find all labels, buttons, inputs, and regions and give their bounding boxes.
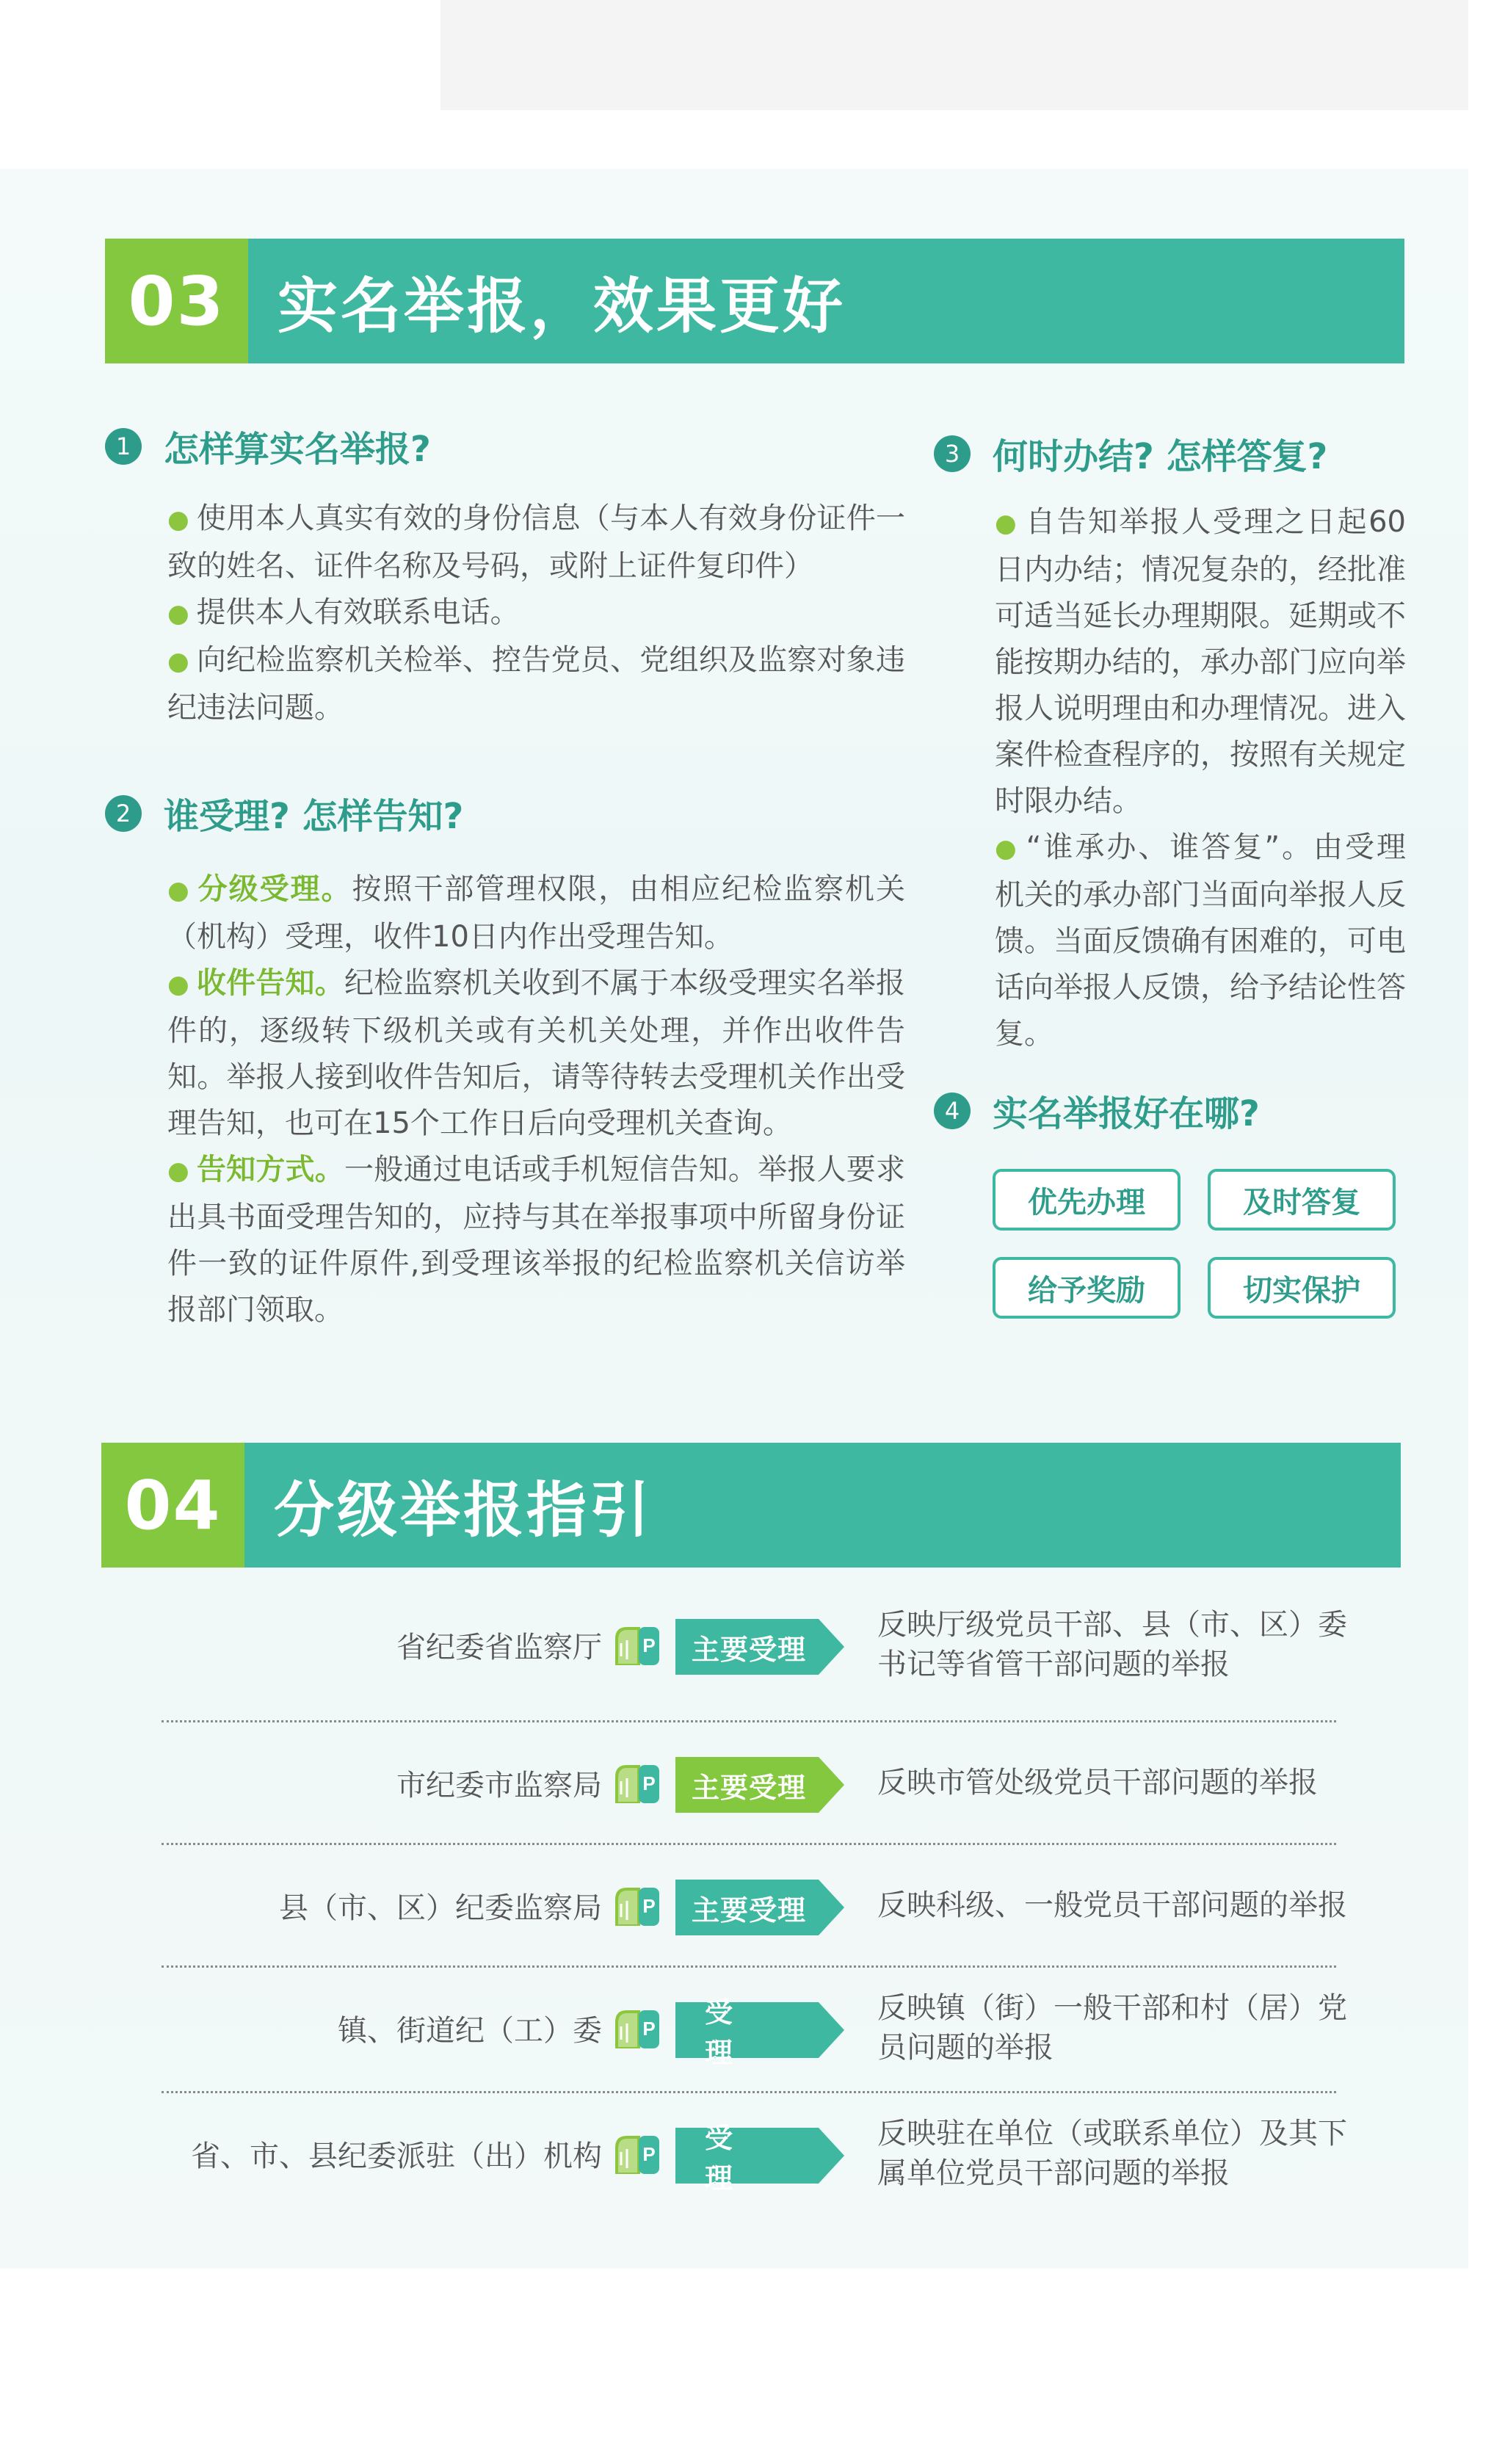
- row-divider: [162, 2091, 1336, 2093]
- arrow-label-wrap: [675, 1757, 844, 1813]
- section-03-title: 实名举报，效果更好: [278, 271, 846, 341]
- arrow-label-wrap: [675, 1880, 844, 1935]
- action-label: 受 理: [705, 1996, 763, 2069]
- row-org: 市纪委市监察局: [396, 1768, 602, 1802]
- row-scope: 反映厅级党员干部、县（市、区）委书记等省管干部问题的举报: [877, 1608, 1347, 1681]
- q2-title: 谁受理? 怎样告知?: [164, 796, 464, 837]
- bullet-icon: ●: [167, 505, 189, 535]
- row-divider: [162, 1965, 1336, 1968]
- q4-number: 4: [934, 1093, 971, 1129]
- section-03-header: [105, 239, 1404, 363]
- row-org: 省、市、县纪委派驻（出）机构: [191, 2139, 602, 2173]
- mailbox-icon: [611, 1623, 662, 1668]
- row-divider: [162, 1720, 1336, 1722]
- q1-number: 1: [105, 428, 142, 465]
- bullet-icon: ●: [167, 970, 189, 999]
- mailbox-icon: [611, 1883, 662, 1929]
- bullet-icon: ●: [995, 509, 1019, 538]
- row-org: 镇、街道纪（工）委: [338, 2013, 602, 2048]
- arrow-label-wrap: [675, 1619, 844, 1675]
- q3-content: [995, 499, 1406, 1057]
- q3-item: ● “谁承办、谁答复”。由受理机关的承办部门当面向举报人反馈。当面反馈确有困难的，可电话向举报人反馈，给予结论性答复。: [995, 830, 1407, 1051]
- action-label: 主要受理: [691, 1771, 806, 1804]
- q1-title: 怎样算实名举报?: [164, 429, 431, 470]
- section-04-number: 04: [101, 1443, 244, 1568]
- action-label: 主要受理: [691, 1894, 806, 1927]
- badge-reward: 给予奖励: [993, 1257, 1181, 1319]
- row-scope: 反映镇（街）一般干部和村（居）党员问题的举报: [877, 1991, 1347, 2065]
- q1-item: ● 向纪检监察机关检举、控告党员、党组织及监察对象违纪违法问题。: [167, 643, 905, 725]
- row-org: 县（市、区）纪委监察局: [279, 1891, 602, 1925]
- badge-timely-reply: 及时答复: [1208, 1169, 1396, 1231]
- row-divider: [162, 1843, 1336, 1845]
- q3-title: 何时办结? 怎样答复?: [993, 436, 1328, 477]
- action-label: 受 理: [705, 2122, 763, 2195]
- bullet-icon: ●: [167, 599, 189, 628]
- q2-item: ● 告知方式。一般通过电话或手机短信告知。举报人要求出具书面受理告知的，应持与其在举报事项中所留身份证件一致的证件原件,到受理该举报的纪检监察机关信访举报部门领取。: [167, 1153, 906, 1327]
- q1-item: ● 使用本人真实有效的身份信息（与本人有效身份证件一致的姓名、证件名称及号码，或附上证件复印件）: [167, 501, 905, 583]
- q2-heading: [105, 788, 463, 838]
- badge-priority: 优先办理: [993, 1169, 1181, 1231]
- bullet-icon: ●: [167, 647, 189, 676]
- row-scope: 反映驻在单位（或联系单位）及其下属单位党员干部问题的举报: [877, 2117, 1347, 2190]
- q2-item: ● 收件告知。纪检监察机关收到不属于本级受理实名举报件的，逐级转下级机关或有关机关处理，并作出收件告知。举报人接到收件告知后，请等待转去受理机关作出受理告知，也可在15个工作日后向受理机关查询。: [167, 966, 906, 1140]
- bullet-icon: ●: [167, 876, 191, 905]
- badge-protection: 切实保护: [1208, 1257, 1396, 1319]
- q3-heading: [934, 428, 1327, 479]
- section-04-title: 分级举报指引: [274, 1475, 653, 1546]
- action-label: 主要受理: [691, 1633, 806, 1666]
- q1-item: ● 提供本人有效联系电话。: [167, 595, 520, 629]
- mailbox-icon: [611, 1761, 662, 1806]
- guide-row: [162, 1586, 1347, 1703]
- mailbox-icon: [611, 2006, 662, 2051]
- section-04-header: [101, 1443, 1401, 1568]
- bullet-icon: ●: [167, 1156, 189, 1186]
- q3-number: 3: [934, 435, 971, 472]
- q1-heading: [105, 421, 431, 471]
- q4-title: 实名举报好在哪?: [993, 1093, 1260, 1134]
- q4-heading: [934, 1085, 1260, 1136]
- arrow-label-wrap: [675, 1996, 844, 2069]
- q3-item: ● 自告知举报人受理之日起60日内办结；情况复杂的，经批准可适当延长办理期限。延期或不能按期办结的，承办部门应向举报人说明理由和办理情况。进入案件检查程序的，按照有关规定时限办结。: [995, 505, 1406, 818]
- guide-row: [162, 1724, 1336, 1841]
- guide-row: [162, 1969, 1347, 2087]
- q1-content: [167, 496, 905, 731]
- q2-item: ● 分级受理。按照干部管理权限，由相应纪检监察机关（机构）受理，收件10日内作出受理告知。: [167, 872, 906, 954]
- q2-content: [167, 866, 905, 1333]
- row-scope: 反映科级、一般党员干部问题的举报: [877, 1888, 1347, 1922]
- bullet-icon: ●: [995, 834, 1019, 863]
- guide-row: [162, 2095, 1347, 2212]
- q2-number: 2: [105, 795, 142, 832]
- row-scope: 反映市管处级党员干部问题的举报: [877, 1766, 1318, 1800]
- section-03-number: 03: [105, 239, 248, 363]
- scan-edge-strip: [440, 0, 1468, 110]
- row-org: 省纪委省监察厅: [396, 1630, 602, 1664]
- guide-row: [162, 1847, 1347, 1964]
- mailbox-icon: [611, 2131, 662, 2177]
- arrow-label-wrap: [675, 2122, 844, 2195]
